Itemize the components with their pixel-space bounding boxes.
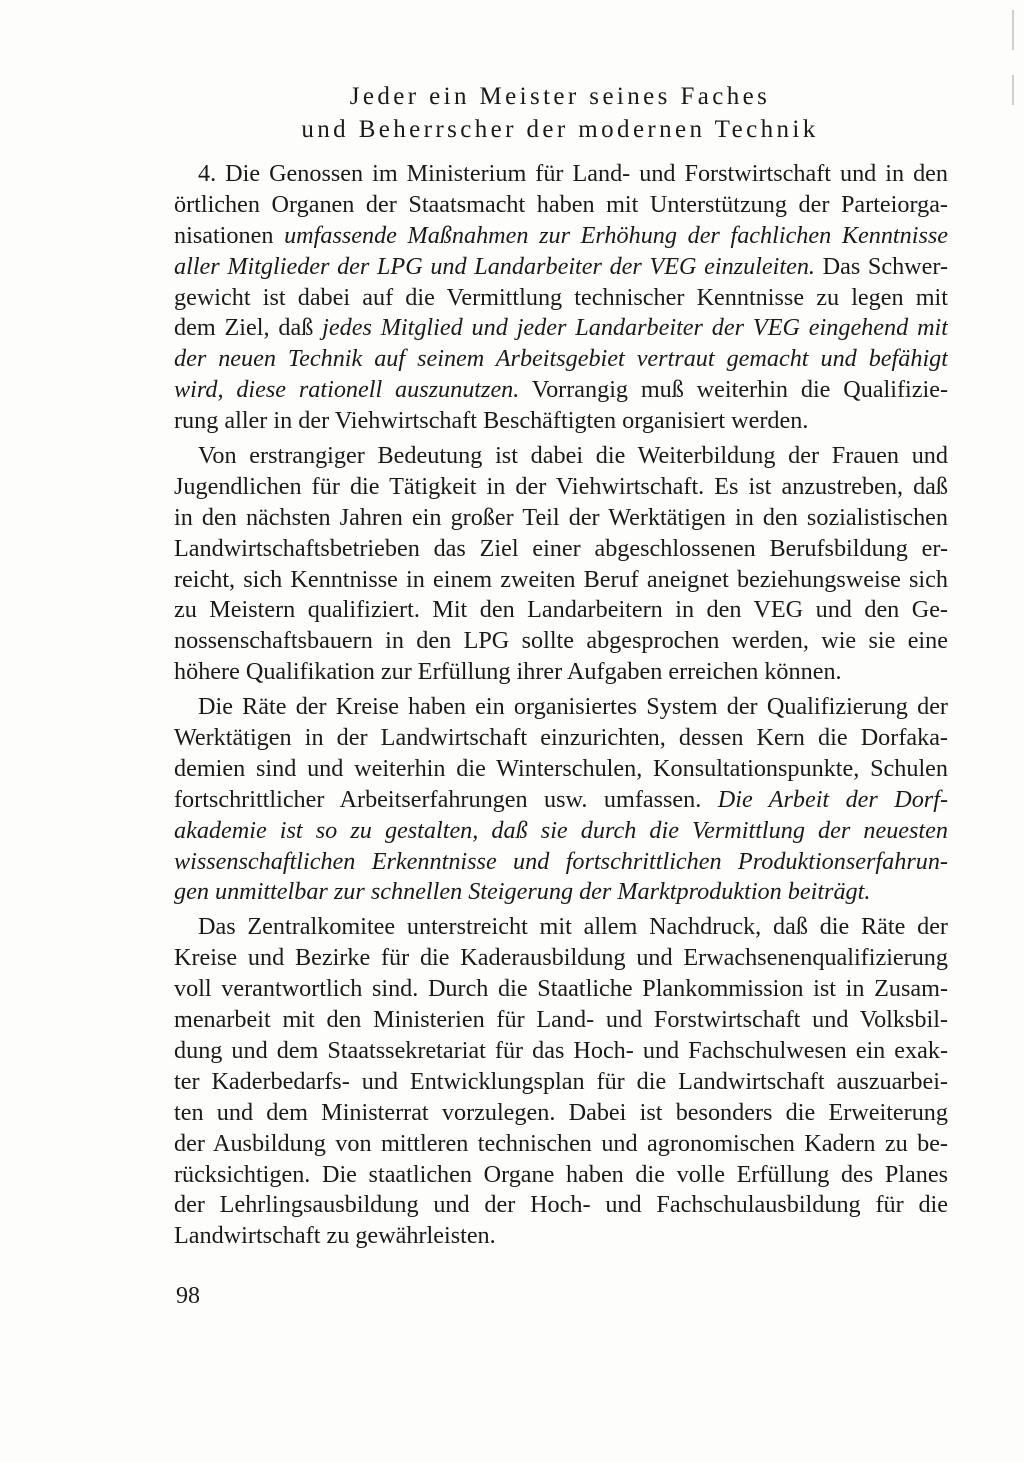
text-segment: Das Zentralkomitee unterstreicht mit allem Nachdruck, daß die Räte der bbox=[198, 913, 948, 941]
emphasized-text: wird, diese rationell auszunutzen. bbox=[174, 376, 520, 404]
text-line bbox=[174, 1098, 948, 1129]
text-line bbox=[174, 943, 948, 974]
text-segment: gewicht ist dabei auf die Vermittlung technischer Kenntnisse zu legen mit bbox=[174, 283, 948, 311]
text-line bbox=[174, 252, 948, 283]
text-segment: Von erstrangiger Bedeutung ist dabei die Weiterbildung der Frauen und bbox=[198, 442, 948, 470]
text-segment: ter Kaderbedarfs- und Entwicklungsplan für die Landwirtschaft auszuarbei- bbox=[174, 1067, 948, 1095]
text-line bbox=[174, 723, 948, 754]
text-segment: rung aller in der Viehwirtschaft Beschäftigten organisiert werden. bbox=[174, 407, 809, 435]
text-line bbox=[174, 1067, 948, 1098]
emphasized-text: gen unmittelbar zur schnellen Steigerung der Marktproduktion beiträgt. bbox=[174, 878, 871, 906]
text-line bbox=[174, 754, 948, 785]
emphasized-text: akademie ist so zu gestalten, daß sie durch die Vermittlung der neuesten bbox=[174, 816, 948, 844]
text-line bbox=[174, 375, 948, 406]
text-segment: voll verantwortlich sind. Durch die Staatliche Plankommission ist in Zusam- bbox=[174, 975, 948, 1003]
text-line bbox=[174, 785, 948, 816]
text-segment: örtlichen Organen der Staatsmacht haben mit Unterstützung der Parteiorga- bbox=[174, 190, 948, 218]
text-segment: fortschrittlicher Arbeitserfahrungen usw. umfassen. bbox=[174, 785, 718, 813]
text-segment: Landwirtschaft zu gewährleisten. bbox=[174, 1222, 496, 1250]
scan-edge-mark bbox=[1012, 75, 1014, 105]
text-line bbox=[174, 441, 948, 472]
text-line bbox=[174, 847, 948, 878]
running-heading bbox=[150, 80, 970, 146]
text-segment: zu Meistern qualifiziert. Mit den Landarbeitern in den VEG und den Ge- bbox=[174, 596, 948, 624]
text-line bbox=[174, 283, 948, 314]
text-line bbox=[174, 974, 948, 1005]
emphasized-text: jedes Mitglied und jeder Landarbeiter der VEG eingehend mit bbox=[322, 314, 948, 342]
text-segment: reicht, sich Kenntnisse in einem zweiten Beruf aneignet beziehungsweise sich bbox=[174, 565, 948, 593]
text-line bbox=[174, 1005, 948, 1036]
emphasized-text: der neuen Technik auf seinem Arbeitsgebiet vertraut gemacht und befähigt bbox=[174, 345, 948, 373]
text-segment: Kreise und Bezirke für die Kaderausbildung und Erwachsenenqualifizierung bbox=[174, 944, 948, 972]
text-segment: dung und dem Staatssekretariat für das Hoch- und Fachschulwesen ein exak- bbox=[174, 1036, 948, 1064]
text-line bbox=[174, 1160, 948, 1191]
text-line bbox=[174, 912, 948, 943]
heading-line-2: und Beherrscher der modernen Technik bbox=[301, 116, 819, 143]
text-line bbox=[174, 534, 948, 565]
text-segment: ten und dem Ministerrat vorzulegen. Dabei ist besonders die Erweiterung bbox=[174, 1098, 948, 1126]
text-line bbox=[174, 595, 948, 626]
emphasized-text: aller Mitglieder der LPG und Landarbeiter der VEG einzuleiten. bbox=[174, 252, 815, 280]
heading-line-1: Jeder ein Meister seines Faches bbox=[349, 83, 771, 110]
text-line bbox=[174, 692, 948, 723]
text-segment: Werktätigen in der Landwirtschaft einzurichten, dessen Kern die Dorfaka- bbox=[174, 724, 948, 752]
text-line bbox=[174, 626, 948, 657]
text-line bbox=[174, 406, 948, 437]
text-line bbox=[174, 816, 948, 847]
text-line bbox=[174, 877, 948, 908]
text-segment: demien sind und weiterhin die Winterschulen, Konsultationspunkte, Schulen bbox=[174, 754, 948, 782]
text-segment: 4. Die Genossen im Ministerium für Land- und Forstwirtschaft und in den bbox=[198, 160, 948, 187]
text-segment: nisationen bbox=[174, 221, 285, 249]
text-segment: höhere Qualifikation zur Erfüllung ihrer Aufgaben erreichen können. bbox=[174, 658, 842, 686]
emphasized-text: wissenschaftlichen Erkenntnisse und fortschrittlichen Produktionserfahrun- bbox=[174, 847, 948, 875]
text-line bbox=[174, 1036, 948, 1067]
text-segment: Die Räte der Kreise haben ein organisiertes System der Qualifizierung der bbox=[198, 693, 948, 721]
text-segment: Das Schwer- bbox=[814, 252, 948, 280]
text-segment: menarbeit mit den Ministerien für Land- und Forstwirtschaft und Volksbil- bbox=[174, 1006, 948, 1034]
text-line bbox=[174, 472, 948, 503]
page-number: 98 bbox=[176, 1283, 200, 1309]
text-segment: rücksichtigen. Die staatlichen Organe haben die volle Erfüllung des Planes bbox=[174, 1160, 948, 1188]
text-line bbox=[174, 565, 948, 596]
text-segment: der Ausbildung von mittleren technischen und agronomischen Kadern zu be- bbox=[174, 1129, 948, 1157]
text-segment: Landwirtschaftsbetrieben das Ziel einer abgeschlossenen Berufsbildung er- bbox=[174, 534, 948, 562]
text-line bbox=[174, 503, 948, 534]
text-line bbox=[174, 657, 948, 688]
text-line bbox=[174, 221, 948, 252]
text-line bbox=[174, 1190, 948, 1221]
text-line bbox=[174, 313, 948, 344]
text-segment: nossenschaftsbauern in den LPG sollte abgesprochen werden, wie sie eine bbox=[174, 627, 948, 655]
body-text bbox=[174, 159, 948, 1252]
text-segment: dem Ziel, daß bbox=[174, 314, 323, 342]
emphasized-text: umfassende Maßnahmen zur Erhöhung der fachlichen Kenntnisse bbox=[284, 221, 948, 249]
text-line bbox=[174, 159, 948, 190]
text-segment: der Lehrlingsausbildung und der Hoch- und Fachschulausbildung für die bbox=[174, 1191, 948, 1219]
text-segment: Vorrangig muß weiterhin die Qualifizie- bbox=[519, 376, 948, 404]
text-line bbox=[174, 1221, 948, 1252]
text-line bbox=[174, 190, 948, 221]
text-segment: Jugendlichen für die Tätigkeit in der Viehwirtschaft. Es ist anzustreben, daß bbox=[174, 472, 948, 500]
text-segment: in den nächsten Jahren ein großer Teil der Werktätigen in den sozialistischen bbox=[174, 503, 948, 531]
text-line bbox=[174, 1129, 948, 1160]
text-line bbox=[174, 344, 948, 375]
emphasized-text: Die Arbeit der Dorf- bbox=[717, 785, 948, 813]
scan-edge-mark bbox=[1012, 10, 1014, 50]
